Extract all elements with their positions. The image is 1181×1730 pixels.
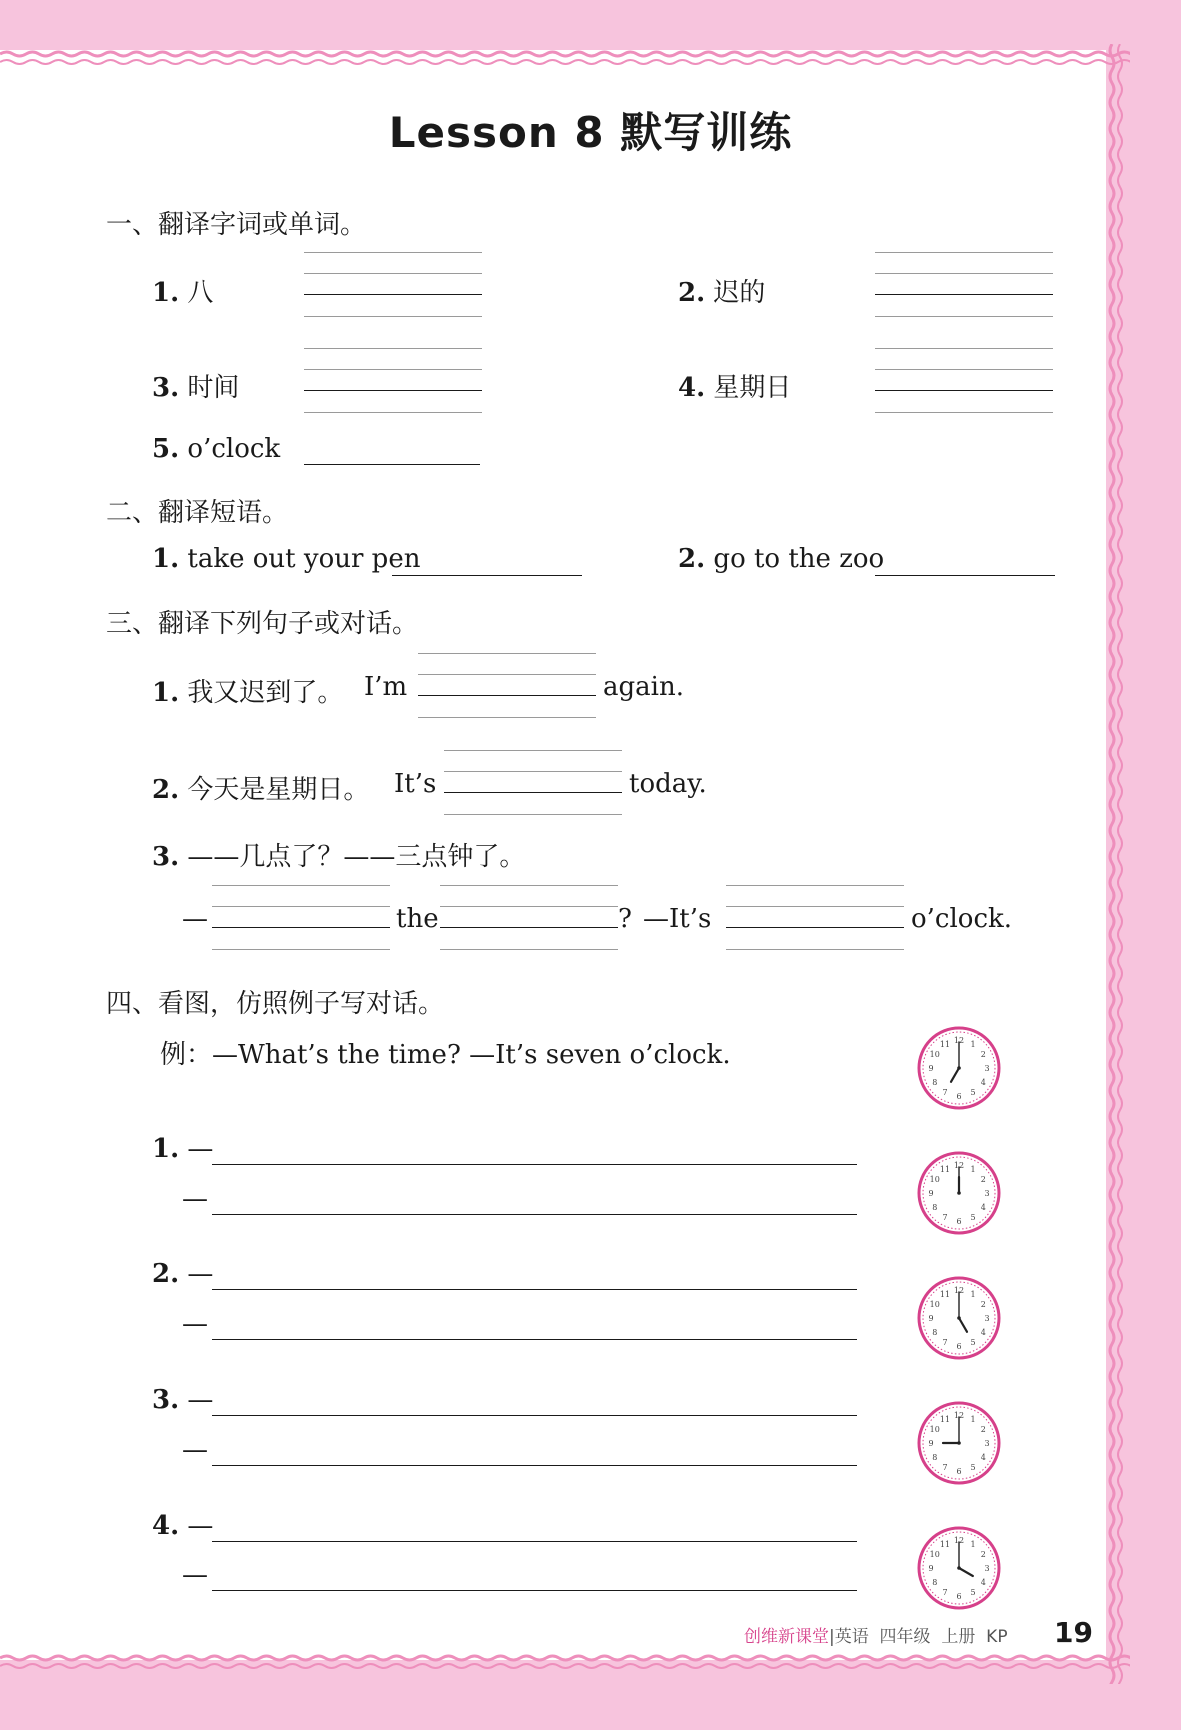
s1-item-2: 2. 迟的: [678, 278, 766, 308]
svg-text:10: 10: [929, 1425, 940, 1434]
page-title: Lesson 8 默写训练: [388, 108, 793, 157]
svg-text:12: 12: [953, 1161, 965, 1170]
svg-text:10: 10: [929, 1300, 940, 1309]
svg-text:10: 10: [929, 1550, 940, 1559]
footer: [744, 1622, 1008, 1647]
s4-item-3-dash2: —: [182, 1435, 208, 1465]
svg-text:3: 3: [984, 1564, 990, 1573]
svg-text:12: 12: [953, 1286, 965, 1295]
footer-brand: 创维新课堂: [744, 1627, 829, 1647]
svg-text:9: 9: [928, 1564, 934, 1573]
footer-code: KP: [986, 1627, 1008, 1647]
s1-answer-2[interactable]: [875, 252, 1053, 332]
svg-text:10: 10: [929, 1175, 940, 1184]
s4-answer-1b[interactable]: [212, 1214, 857, 1215]
svg-text:1: 1: [970, 1164, 976, 1174]
svg-text:9: 9: [928, 1064, 934, 1073]
clock-icon: [916, 1525, 1002, 1611]
s1-item-4: 4. 星期日: [678, 373, 792, 403]
section-2-heading: 二、翻译短语。: [106, 498, 289, 528]
svg-text:1: 1: [970, 1289, 976, 1299]
svg-text:4: 4: [980, 1328, 986, 1337]
s4-answer-3b[interactable]: [212, 1465, 857, 1466]
svg-text:8: 8: [932, 1078, 938, 1087]
svg-text:4: 4: [980, 1578, 986, 1587]
svg-text:8: 8: [932, 1328, 938, 1337]
svg-text:9: 9: [928, 1189, 934, 1198]
svg-text:6: 6: [956, 1467, 962, 1476]
s1-item-5: 5. o’clock: [152, 434, 281, 464]
s3-q1-post: again.: [603, 672, 684, 702]
svg-text:2: 2: [980, 1300, 986, 1309]
s4-item-3: 3. —: [152, 1385, 214, 1415]
wavy-border-top: [0, 44, 1130, 74]
s1-answer-3[interactable]: [304, 348, 482, 428]
svg-text:11: 11: [939, 1039, 951, 1049]
s3-q3-answer-2[interactable]: [440, 885, 618, 965]
s4-item-2-dash2: —: [182, 1309, 208, 1339]
s3-q3-answer-1[interactable]: [212, 885, 390, 965]
svg-text:5: 5: [970, 1088, 976, 1098]
s3-q2-post: today.: [629, 769, 707, 799]
section-1-heading: 一、翻译字词或单词。: [106, 210, 367, 240]
footer-volume: 上册: [941, 1627, 976, 1647]
s3-q1: 1. 我又迟到了。: [152, 678, 344, 708]
s3-q1-answer[interactable]: [418, 653, 596, 733]
s3-q3: 3. ——几点了？——三点钟了。: [152, 842, 526, 872]
svg-text:7: 7: [942, 1213, 948, 1223]
s2-item-2: 2. go to the zoo: [678, 544, 885, 574]
svg-text:3: 3: [984, 1314, 990, 1323]
svg-text:1: 1: [970, 1039, 976, 1049]
s4-answer-2b[interactable]: [212, 1339, 857, 1340]
svg-text:2: 2: [980, 1050, 986, 1059]
s3-q3-qmark: ?: [618, 904, 632, 934]
svg-text:2: 2: [980, 1550, 986, 1559]
svg-text:8: 8: [932, 1578, 938, 1587]
svg-text:4: 4: [980, 1078, 986, 1087]
svg-text:6: 6: [956, 1217, 962, 1226]
s4-answer-2a[interactable]: [212, 1289, 857, 1290]
s3-q3-its: —It’s: [643, 904, 712, 934]
svg-text:7: 7: [942, 1338, 948, 1348]
svg-text:12: 12: [953, 1536, 965, 1545]
s1-item-3: 3. 时间: [152, 373, 240, 403]
svg-text:2: 2: [980, 1175, 986, 1184]
svg-text:7: 7: [942, 1088, 948, 1098]
s3-q2-pre: It’s: [394, 769, 437, 799]
footer-subject: 英语: [834, 1627, 869, 1647]
section-3-heading: 三、翻译下列句子或对话。: [106, 609, 419, 639]
s1-answer-1[interactable]: [304, 252, 482, 332]
s4-item-1-dash2: —: [182, 1184, 208, 1214]
svg-text:1: 1: [970, 1539, 976, 1549]
svg-text:6: 6: [956, 1592, 962, 1601]
s3-q1-pre: I’m: [364, 672, 408, 702]
svg-text:5: 5: [970, 1338, 976, 1348]
s4-answer-4b[interactable]: [212, 1590, 857, 1591]
svg-text:3: 3: [984, 1064, 990, 1073]
s3-q3-answer-3[interactable]: [726, 885, 904, 965]
s2-answer-1[interactable]: [392, 575, 582, 576]
svg-text:6: 6: [956, 1342, 962, 1351]
clock-icon: [916, 1025, 1002, 1111]
svg-text:11: 11: [939, 1539, 951, 1549]
s2-item-1: 1. take out your pen: [152, 544, 421, 574]
s4-answer-1a[interactable]: [212, 1164, 857, 1165]
s4-answer-4a[interactable]: [212, 1541, 857, 1542]
svg-text:5: 5: [970, 1463, 976, 1473]
svg-text:6: 6: [956, 1092, 962, 1101]
s3-q2-answer[interactable]: [444, 750, 622, 830]
svg-text:4: 4: [980, 1203, 986, 1212]
clock-icon: [916, 1400, 1002, 1486]
s3-q3-the: the: [396, 904, 439, 934]
svg-text:7: 7: [942, 1588, 948, 1598]
svg-text:5: 5: [970, 1588, 976, 1598]
s4-item-4: 4. —: [152, 1511, 214, 1541]
svg-text:11: 11: [939, 1414, 951, 1424]
svg-text:1: 1: [970, 1414, 976, 1424]
s4-item-2: 2. —: [152, 1259, 214, 1289]
page-number: 19: [1054, 1616, 1093, 1649]
s1-answer-4[interactable]: [875, 348, 1053, 428]
s4-item-1: 1. —: [152, 1134, 214, 1164]
s4-answer-3a[interactable]: [212, 1415, 857, 1416]
s1-item-1: 1. 八: [152, 278, 214, 308]
svg-text:11: 11: [939, 1289, 951, 1299]
clock-icon: [916, 1275, 1002, 1361]
s4-item-4-dash2: —: [182, 1560, 208, 1590]
svg-text:12: 12: [953, 1411, 965, 1420]
svg-text:9: 9: [928, 1314, 934, 1323]
svg-text:4: 4: [980, 1453, 986, 1462]
wavy-border-right: [1098, 44, 1134, 1684]
footer-separator: |: [829, 1627, 835, 1647]
svg-text:7: 7: [942, 1463, 948, 1473]
s3-q3-oclock: o’clock.: [911, 904, 1013, 934]
svg-text:8: 8: [932, 1453, 938, 1462]
s1-answer-5[interactable]: [304, 464, 480, 465]
svg-text:2: 2: [980, 1425, 986, 1434]
wavy-border-bottom: [0, 1648, 1130, 1678]
section-4-heading: 四、看图，仿照例子写对话。: [106, 989, 445, 1019]
s3-q2: 2. 今天是星期日。: [152, 775, 370, 805]
s3-q3-dash: —: [182, 904, 208, 934]
svg-text:8: 8: [932, 1203, 938, 1212]
s4-example: 例：—What’s the time? —It’s seven o’clock.: [160, 1040, 731, 1070]
footer-grade: 四年级: [879, 1627, 931, 1647]
svg-text:3: 3: [984, 1439, 990, 1448]
s2-answer-2[interactable]: [875, 575, 1055, 576]
clock-icon: [916, 1150, 1002, 1236]
svg-text:3: 3: [984, 1189, 990, 1198]
svg-text:11: 11: [939, 1164, 951, 1174]
svg-text:12: 12: [953, 1036, 965, 1045]
svg-text:5: 5: [970, 1213, 976, 1223]
svg-text:10: 10: [929, 1050, 940, 1059]
svg-text:9: 9: [928, 1439, 934, 1448]
